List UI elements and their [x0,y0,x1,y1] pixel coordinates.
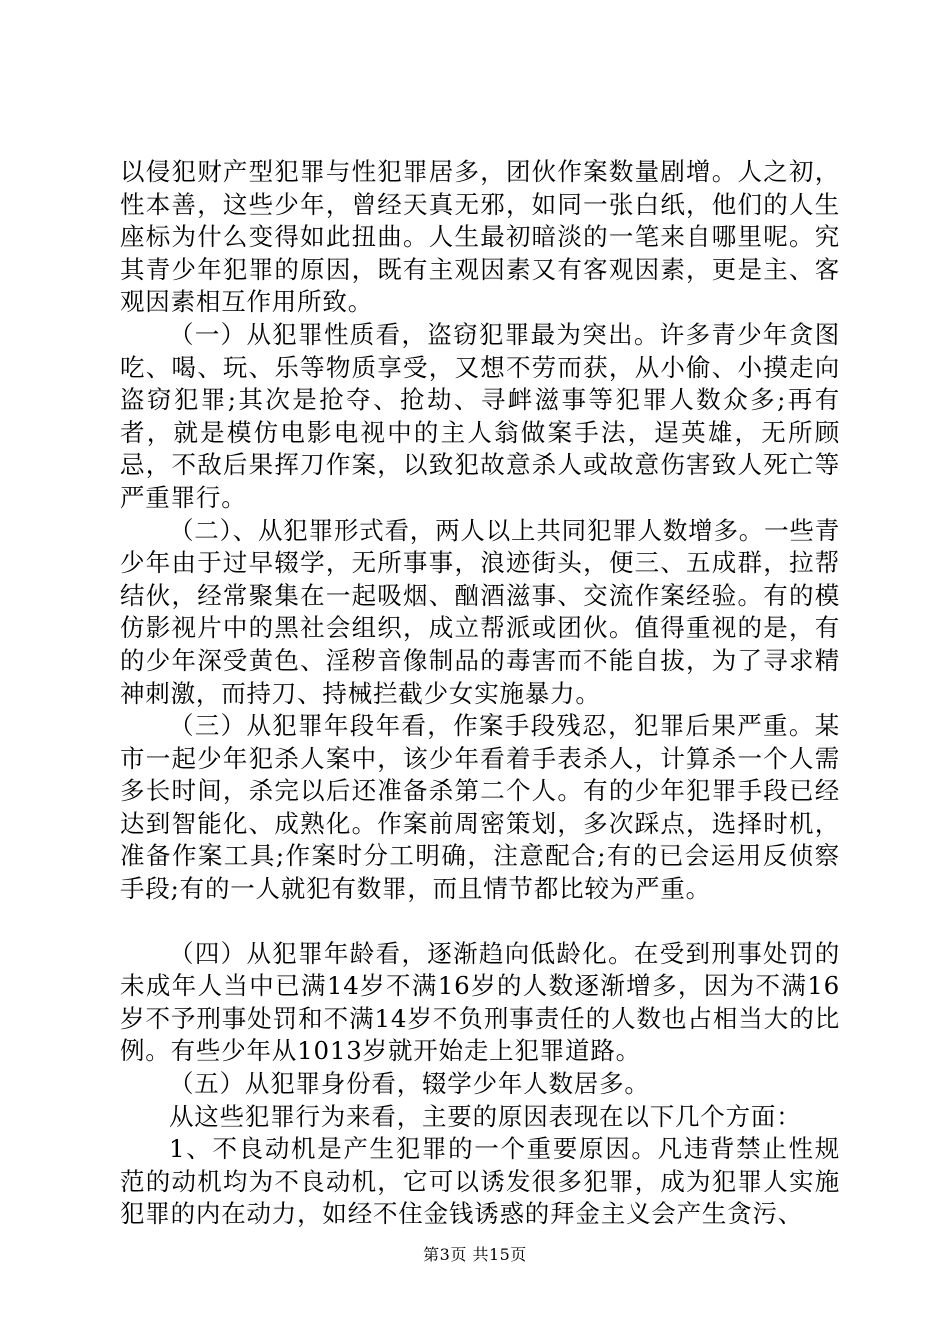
page-footer: 第3页 共15页 [423,1245,527,1264]
paragraph-section-2: （二）、从犯罪形式看，两人以上共同犯罪人数增多。一些青少年由于过早辍学，无所事事，浪迹街头，便三、五成群，拉帮结伙，经常聚集在一起吸烟、酗酒滋事、交流作案经验。有的模仿影视片中的黑社会组织，成立帮派或团伙。值得重视的是，有的少年深受黄色、淫秽音像制品的毒害而不能自拔，为了寻求精神刺激，而持刀、持械拦截少女实施暴力。 [120,515,840,708]
paragraph-section-1: （一）从犯罪性质看，盗窃犯罪最为突出。许多青少年贪图吃、喝、玩、乐等物质享受，又想不劳而获，从小偷、小摸走向盗窃犯罪;其次是抢夺、抢劫、寻衅滋事等犯罪人数众多;再有者，就是模仿电影电视中的主人翁做案手法，逞英雄，无所顾忌，不敌后果挥刀作案，以致犯故意杀人或故意伤害致人死亡等严重罪行。 [120,319,840,512]
paragraph-section-5: （五）从犯罪身份看，辍学少年人数居多。 [169,1069,650,1099]
paragraph-section-4: （四）从犯罪年龄看，逐渐趋向低龄化。在受到刑事处罚的未成年人当中已满14岁不满16岁的人数逐渐增多，因为不满16岁不予刑事处罚和不满14岁不负刑事责任的人数也占相当大的比例。有些少年从1013岁就开始走上犯罪道路。 [120,938,840,1066]
paragraph-causes-intro: 从这些犯罪行为来看，主要的原因表现在以下几个方面： [169,1101,802,1131]
body-text [120,156,840,1231]
paragraph-cause-1: 1、不良动机是产生犯罪的一个重要原因。凡违背禁止性规范的动机均为不良动机，它可以诱发很多犯罪，成为犯罪人实施犯罪的内在动力，如经不住金钱诱惑的拜金主义会产生贪污、 [120,1134,840,1229]
paragraph-section-3: （三）从犯罪年段年看，作案手段残忍，犯罪后果严重。某市一起少年犯杀人案中，该少年看着手表杀人，计算杀一个人需多长时间，杀完以后还准备杀第二个人。有的少年犯罪手段已经达到智能化、成熟化。作案前周密策划，多次踩点，选择时机，准备作案工具;作案时分工明确，注意配合;有的已会运用反侦察手段;有的一人就犯有数罪，而且情节都比较为严重。 [120,711,840,904]
paragraph-continuation: 以侵犯财产型犯罪与性犯罪居多，团伙作案数量剧增。人之初，性本善，这些少年，曾经天真无邪，如同一张白纸，他们的人生座标为什么变得如此扭曲。人生最初暗淡的一笔来自哪里呢。究其青少年犯罪的原因，既有主观因素又有客观因素，更是主、客观因素相互作用所致。 [120,157,840,317]
